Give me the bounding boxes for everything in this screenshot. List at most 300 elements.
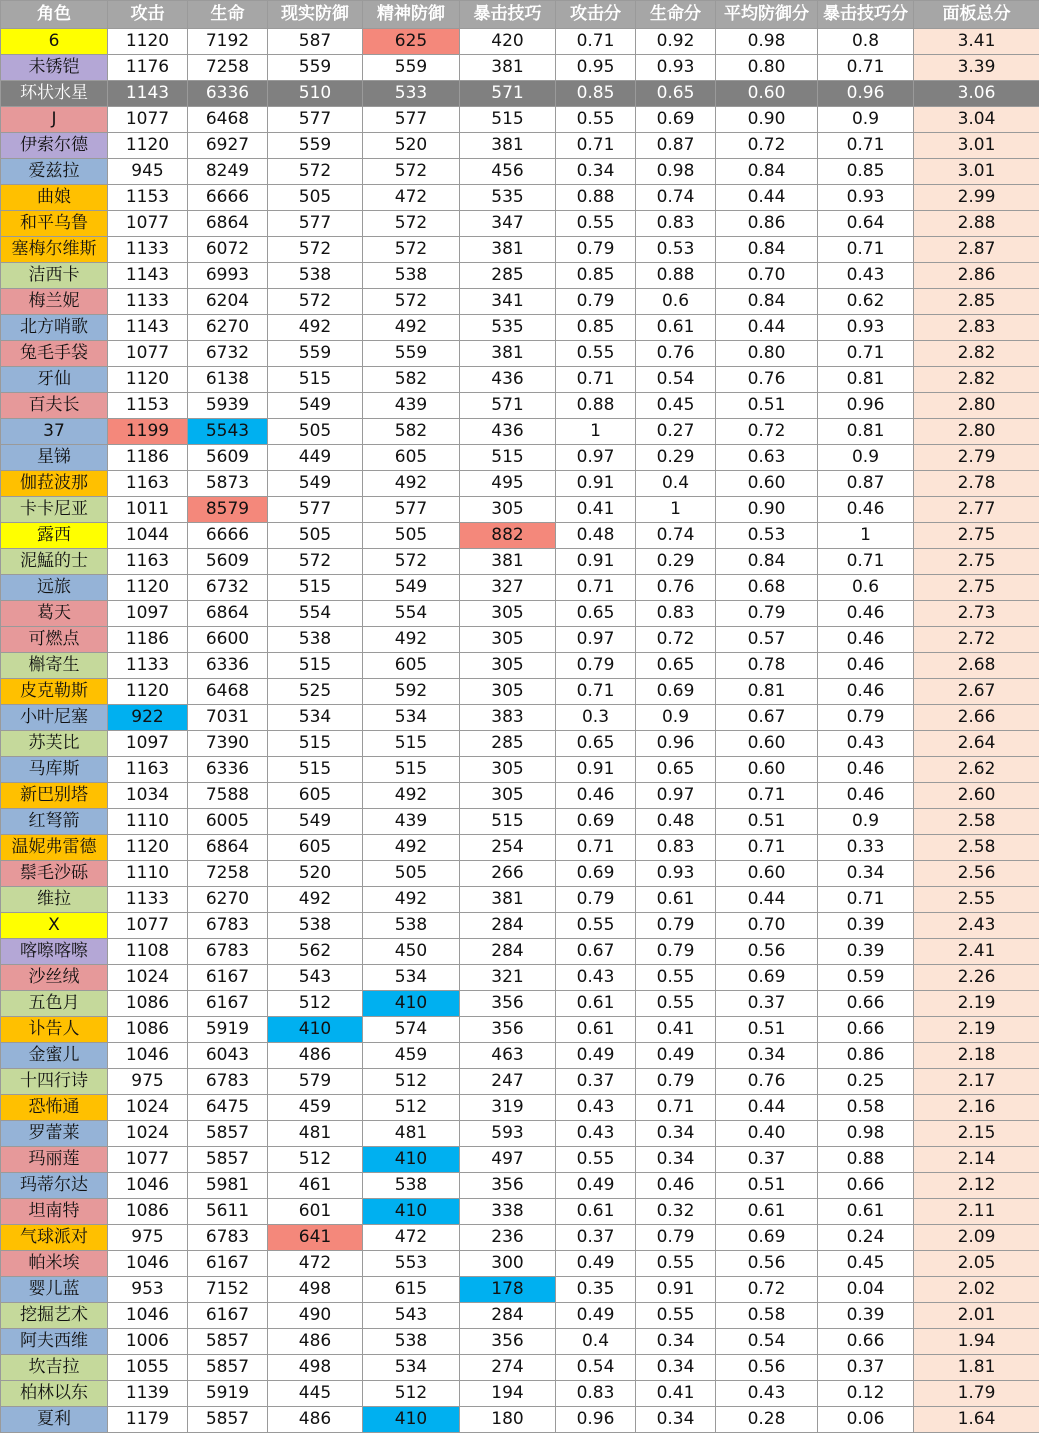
character-name-cell: 塞梅尔维斯 [1,237,108,263]
table-row [1,81,1039,107]
stat-cell: 341 [460,289,556,315]
table-row [1,497,1039,523]
stat-cell: 0.71 [556,835,636,861]
table-row [1,445,1039,471]
character-name-cell: 曲娘 [1,185,108,211]
stat-cell: 492 [363,471,460,497]
stat-cell: 615 [363,1277,460,1303]
character-name-cell: 恐怖通 [1,1095,108,1121]
stat-cell: 0.88 [818,1147,914,1173]
stat-cell: 0.84 [716,289,818,315]
stat-cell: 0.71 [636,1095,716,1121]
character-name-cell: 和平乌鲁 [1,211,108,237]
stat-cell: 579 [268,1069,363,1095]
stat-cell: 0.34 [636,1355,716,1381]
stat-cell: 0.80 [716,341,818,367]
stat-cell: 0.79 [556,887,636,913]
stat-cell: 554 [363,601,460,627]
stat-cell: 0.79 [636,1069,716,1095]
stat-cell: 274 [460,1355,556,1381]
table-row [1,861,1039,887]
character-name-cell: 小叶尼塞 [1,705,108,731]
stat-cell: 0.56 [716,1251,818,1277]
stat-cell: 572 [268,159,363,185]
stat-cell: 0.81 [716,679,818,705]
table-row [1,1251,1039,1277]
total-score-cell: 2.09 [914,1225,1039,1251]
stat-cell: 6783 [188,1225,268,1251]
stat-cell: 450 [363,939,460,965]
stat-cell: 6864 [188,835,268,861]
stat-cell: 515 [363,757,460,783]
stat-cell: 472 [268,1251,363,1277]
stat-cell: 0.55 [556,1147,636,1173]
stat-cell: 381 [460,341,556,367]
stat-cell: 572 [363,211,460,237]
stat-cell: 0.48 [556,523,636,549]
stat-cell: 0.48 [636,809,716,835]
stat-cell: 520 [268,861,363,887]
stat-cell: 515 [363,731,460,757]
stat-cell: 0.46 [818,757,914,783]
stat-cell: 1024 [108,965,188,991]
stat-cell: 0.93 [636,861,716,887]
stat-cell: 605 [268,835,363,861]
character-name-cell: 葛天 [1,601,108,627]
total-score-cell: 2.12 [914,1173,1039,1199]
total-score-cell: 3.01 [914,159,1039,185]
stat-cell: 0.87 [636,133,716,159]
stat-cell: 6336 [188,757,268,783]
table-row [1,1173,1039,1199]
table-row [1,1303,1039,1329]
total-score-cell: 2.79 [914,445,1039,471]
stat-cell: 0.54 [556,1355,636,1381]
stat-cell: 587 [268,29,363,55]
stat-cell: 6864 [188,211,268,237]
stat-cell: 554 [268,601,363,627]
stat-cell: 953 [108,1277,188,1303]
table-row [1,757,1039,783]
stat-cell: 0.65 [636,81,716,107]
stat-cell: 0.49 [556,1043,636,1069]
stat-cell: 559 [268,55,363,81]
stat-cell: 6475 [188,1095,268,1121]
stat-cell: 0.66 [818,1173,914,1199]
total-score-cell: 2.87 [914,237,1039,263]
character-name-cell: 伊索尔德 [1,133,108,159]
stat-cell: 534 [363,705,460,731]
stat-cell: 549 [268,471,363,497]
stat-cell: 6783 [188,939,268,965]
character-name-cell: 红弩箭 [1,809,108,835]
stat-cell: 347 [460,211,556,237]
stat-cell: 481 [268,1121,363,1147]
stat-cell: 0.81 [818,367,914,393]
stat-cell: 495 [460,471,556,497]
stat-cell: 5919 [188,1381,268,1407]
table-row [1,1095,1039,1121]
stat-cell: 7258 [188,55,268,81]
stat-cell: 559 [268,341,363,367]
stat-cell: 0.71 [556,575,636,601]
stat-cell: 515 [268,575,363,601]
stat-cell: 0.79 [636,913,716,939]
stat-cell: 0.43 [556,965,636,991]
stat-cell: 0.6 [636,289,716,315]
stat-cell: 0.34 [636,1121,716,1147]
stat-cell: 6666 [188,523,268,549]
stat-cell: 1034 [108,783,188,809]
stat-cell: 0.04 [818,1277,914,1303]
column-header: 平均防御分 [716,1,818,29]
stat-cell: 582 [363,419,460,445]
stat-cell: 0.61 [556,1017,636,1043]
stat-cell: 1163 [108,471,188,497]
stat-cell: 515 [268,757,363,783]
stat-cell: 178 [460,1277,556,1303]
stat-cell: 381 [460,237,556,263]
stat-cell: 625 [363,29,460,55]
stat-cell: 534 [363,1355,460,1381]
stat-cell: 6270 [188,315,268,341]
character-name-cell: 柏林以东 [1,1381,108,1407]
table-row [1,679,1039,705]
character-name-cell: 金蜜儿 [1,1043,108,1069]
stat-cell: 8579 [188,497,268,523]
stat-cell: 300 [460,1251,556,1277]
stat-cell: 410 [363,1407,460,1433]
total-score-cell: 2.56 [914,861,1039,887]
stat-cell: 0.55 [636,1303,716,1329]
stat-cell: 1044 [108,523,188,549]
table-row [1,341,1039,367]
stat-cell: 305 [460,627,556,653]
total-score-cell: 2.75 [914,523,1039,549]
stat-cell: 0.74 [636,185,716,211]
stat-cell: 0.71 [556,679,636,705]
stat-cell: 0.34 [716,1043,818,1069]
stat-cell: 319 [460,1095,556,1121]
stat-cell: 0.37 [818,1355,914,1381]
stat-cell: 254 [460,835,556,861]
stat-cell: 0.71 [818,133,914,159]
stat-cell: 0.46 [818,497,914,523]
character-name-cell: 37 [1,419,108,445]
stat-cell: 0.44 [716,315,818,341]
total-score-cell: 2.14 [914,1147,1039,1173]
stat-cell: 492 [363,627,460,653]
stat-cell: 0.55 [556,107,636,133]
stat-cell: 538 [363,1173,460,1199]
stat-cell: 439 [363,393,460,419]
total-score-cell: 2.75 [914,575,1039,601]
character-name-cell: 梅兰妮 [1,289,108,315]
stat-cell: 538 [268,913,363,939]
stat-cell: 0.69 [636,107,716,133]
table-row [1,575,1039,601]
stat-cell: 6783 [188,913,268,939]
stat-cell: 284 [460,1303,556,1329]
stat-cell: 0.37 [556,1225,636,1251]
table-row [1,1121,1039,1147]
stat-cell: 0.41 [636,1017,716,1043]
stat-cell: 601 [268,1199,363,1225]
stat-cell: 0.96 [818,393,914,419]
total-score-cell: 2.18 [914,1043,1039,1069]
stat-cell: 572 [363,549,460,575]
stat-cell: 1163 [108,549,188,575]
stat-cell: 0.69 [556,809,636,835]
stat-cell: 0.69 [556,861,636,887]
stat-cell: 1011 [108,497,188,523]
total-score-cell: 2.01 [914,1303,1039,1329]
table-row [1,29,1039,55]
stat-cell: 0.76 [716,367,818,393]
stat-cell: 0.98 [716,29,818,55]
stat-cell: 7152 [188,1277,268,1303]
stat-cell: 1153 [108,393,188,419]
stat-cell: 6666 [188,185,268,211]
stat-cell: 6732 [188,341,268,367]
stat-cell: 0.61 [636,315,716,341]
stat-cell: 0.46 [818,601,914,627]
total-score-cell: 3.41 [914,29,1039,55]
stat-cell: 1133 [108,237,188,263]
stat-cell: 1143 [108,263,188,289]
stat-cell: 0.84 [716,237,818,263]
total-score-cell: 2.86 [914,263,1039,289]
character-name-cell: 马库斯 [1,757,108,783]
stat-cell: 515 [460,445,556,471]
stat-cell: 515 [460,107,556,133]
stat-cell: 0.60 [716,81,818,107]
stat-cell: 481 [363,1121,460,1147]
total-score-cell: 2.15 [914,1121,1039,1147]
table-row [1,419,1039,445]
stat-cell: 492 [268,887,363,913]
stat-cell: 456 [460,159,556,185]
total-score-cell: 2.26 [914,965,1039,991]
stat-cell: 975 [108,1069,188,1095]
stat-cell: 0.37 [716,1147,818,1173]
stat-cell: 553 [363,1251,460,1277]
stat-cell: 0.37 [556,1069,636,1095]
stat-cell: 0.54 [636,367,716,393]
stat-cell: 512 [268,1147,363,1173]
stat-cell: 305 [460,783,556,809]
stat-cell: 641 [268,1225,363,1251]
stat-cell: 0.39 [818,913,914,939]
stat-cell: 0.72 [716,1277,818,1303]
stat-cell: 0.74 [636,523,716,549]
stat-cell: 549 [363,575,460,601]
stat-cell: 5857 [188,1355,268,1381]
stat-cell: 463 [460,1043,556,1069]
stat-cell: 381 [460,549,556,575]
total-score-cell: 2.77 [914,497,1039,523]
stat-cell: 1176 [108,55,188,81]
character-name-cell: 阿夫西维 [1,1329,108,1355]
stat-cell: 0.25 [818,1069,914,1095]
stat-cell: 0.3 [556,705,636,731]
stat-cell: 6005 [188,809,268,835]
character-name-cell: 可燃点 [1,627,108,653]
table-row [1,523,1039,549]
stat-cell: 0.71 [818,887,914,913]
column-header: 面板总分 [914,1,1039,29]
stat-cell: 0.34 [636,1147,716,1173]
stat-cell: 0.4 [556,1329,636,1355]
stat-cell: 356 [460,991,556,1017]
stat-cell: 0.37 [716,991,818,1017]
column-header: 暴击技巧 [460,1,556,29]
stat-cell: 0.84 [716,159,818,185]
stat-cell: 0.97 [636,783,716,809]
stat-cell: 0.95 [556,55,636,81]
stat-cell: 0.72 [716,419,818,445]
stat-cell: 0.9 [818,107,914,133]
stat-cell: 0.91 [636,1277,716,1303]
stat-cell: 1046 [108,1173,188,1199]
table-row [1,835,1039,861]
stat-cell: 520 [363,133,460,159]
total-score-cell: 2.60 [914,783,1039,809]
stat-cell: 577 [268,497,363,523]
stat-cell: 6336 [188,81,268,107]
character-name-cell: 北方哨歌 [1,315,108,341]
stat-cell: 505 [268,419,363,445]
stat-cell: 6336 [188,653,268,679]
total-score-cell: 2.02 [914,1277,1039,1303]
stat-cell: 1077 [108,1147,188,1173]
stat-cell: 0.79 [716,601,818,627]
table-row [1,1147,1039,1173]
stat-cell: 0.93 [636,55,716,81]
stat-cell: 5939 [188,393,268,419]
stat-cell: 0.43 [716,1381,818,1407]
table-row [1,237,1039,263]
table-row [1,939,1039,965]
stat-cell: 0.56 [716,939,818,965]
stat-cell: 510 [268,81,363,107]
stat-cell: 0.44 [716,887,818,913]
column-header: 攻击分 [556,1,636,29]
stat-cell: 180 [460,1407,556,1433]
stat-cell: 7390 [188,731,268,757]
stat-cell: 6167 [188,991,268,1017]
stat-cell: 0.39 [818,1303,914,1329]
stat-cell: 1186 [108,445,188,471]
stat-cell: 0.71 [818,549,914,575]
stat-cell: 6204 [188,289,268,315]
stat-cell: 593 [460,1121,556,1147]
stat-cell: 0.88 [556,185,636,211]
stat-cell: 0.24 [818,1225,914,1251]
stat-cell: 6167 [188,1303,268,1329]
total-score-cell: 1.94 [914,1329,1039,1355]
stat-cell: 1143 [108,81,188,107]
table-row [1,315,1039,341]
stat-cell: 492 [268,315,363,341]
table-row [1,887,1039,913]
stat-cell: 0.58 [818,1095,914,1121]
stat-cell: 492 [363,887,460,913]
stat-cell: 472 [363,185,460,211]
table-row [1,1277,1039,1303]
stat-cell: 0.83 [636,601,716,627]
total-score-cell: 2.62 [914,757,1039,783]
stat-cell: 305 [460,601,556,627]
table-row [1,471,1039,497]
stat-cell: 0.35 [556,1277,636,1303]
stat-cell: 0.55 [636,1251,716,1277]
stat-cell: 559 [363,341,460,367]
stat-cell: 0.91 [556,471,636,497]
stat-cell: 7588 [188,783,268,809]
stat-cell: 285 [460,263,556,289]
table-row [1,627,1039,653]
character-name-cell: 坦南特 [1,1199,108,1225]
stat-cell: 6167 [188,965,268,991]
stat-cell: 0.65 [636,757,716,783]
stat-cell: 6783 [188,1069,268,1095]
total-score-cell: 2.85 [914,289,1039,315]
stat-cell: 0.39 [818,939,914,965]
stat-cell: 0.43 [556,1095,636,1121]
stat-cell: 0.61 [556,991,636,1017]
total-score-cell: 2.82 [914,367,1039,393]
total-score-cell: 3.04 [914,107,1039,133]
stat-cell: 0.90 [716,107,818,133]
stat-cell: 0.97 [556,445,636,471]
stat-cell: 7258 [188,861,268,887]
stat-cell: 515 [268,731,363,757]
stat-cell: 492 [363,315,460,341]
stat-cell: 0.60 [716,731,818,757]
stat-cell: 6138 [188,367,268,393]
character-name-cell: 新巴别塔 [1,783,108,809]
stat-cell: 1024 [108,1121,188,1147]
table-row [1,159,1039,185]
stat-cell: 327 [460,575,556,601]
character-name-cell: 罗蕾莱 [1,1121,108,1147]
stat-cell: 0.76 [636,341,716,367]
stat-cell: 461 [268,1173,363,1199]
stat-cell: 0.80 [716,55,818,81]
stat-cell: 515 [268,367,363,393]
stat-cell: 0.71 [556,133,636,159]
stat-cell: 5609 [188,445,268,471]
stat-cell: 1077 [108,211,188,237]
stat-cell: 7192 [188,29,268,55]
stat-cell: 0.41 [556,497,636,523]
total-score-cell: 1.79 [914,1381,1039,1407]
total-score-cell: 2.58 [914,809,1039,835]
stat-cell: 492 [363,835,460,861]
stat-cell: 0.49 [556,1251,636,1277]
stat-cell: 356 [460,1017,556,1043]
total-score-cell: 3.06 [914,81,1039,107]
stat-cell: 0.49 [556,1303,636,1329]
total-score-cell: 2.82 [914,341,1039,367]
column-header: 攻击 [108,1,188,29]
stat-cell: 0.46 [818,679,914,705]
stat-cell: 0.78 [716,653,818,679]
stat-cell: 0.91 [556,549,636,575]
stat-cell: 0.68 [716,575,818,601]
stat-cell: 0.87 [818,471,914,497]
